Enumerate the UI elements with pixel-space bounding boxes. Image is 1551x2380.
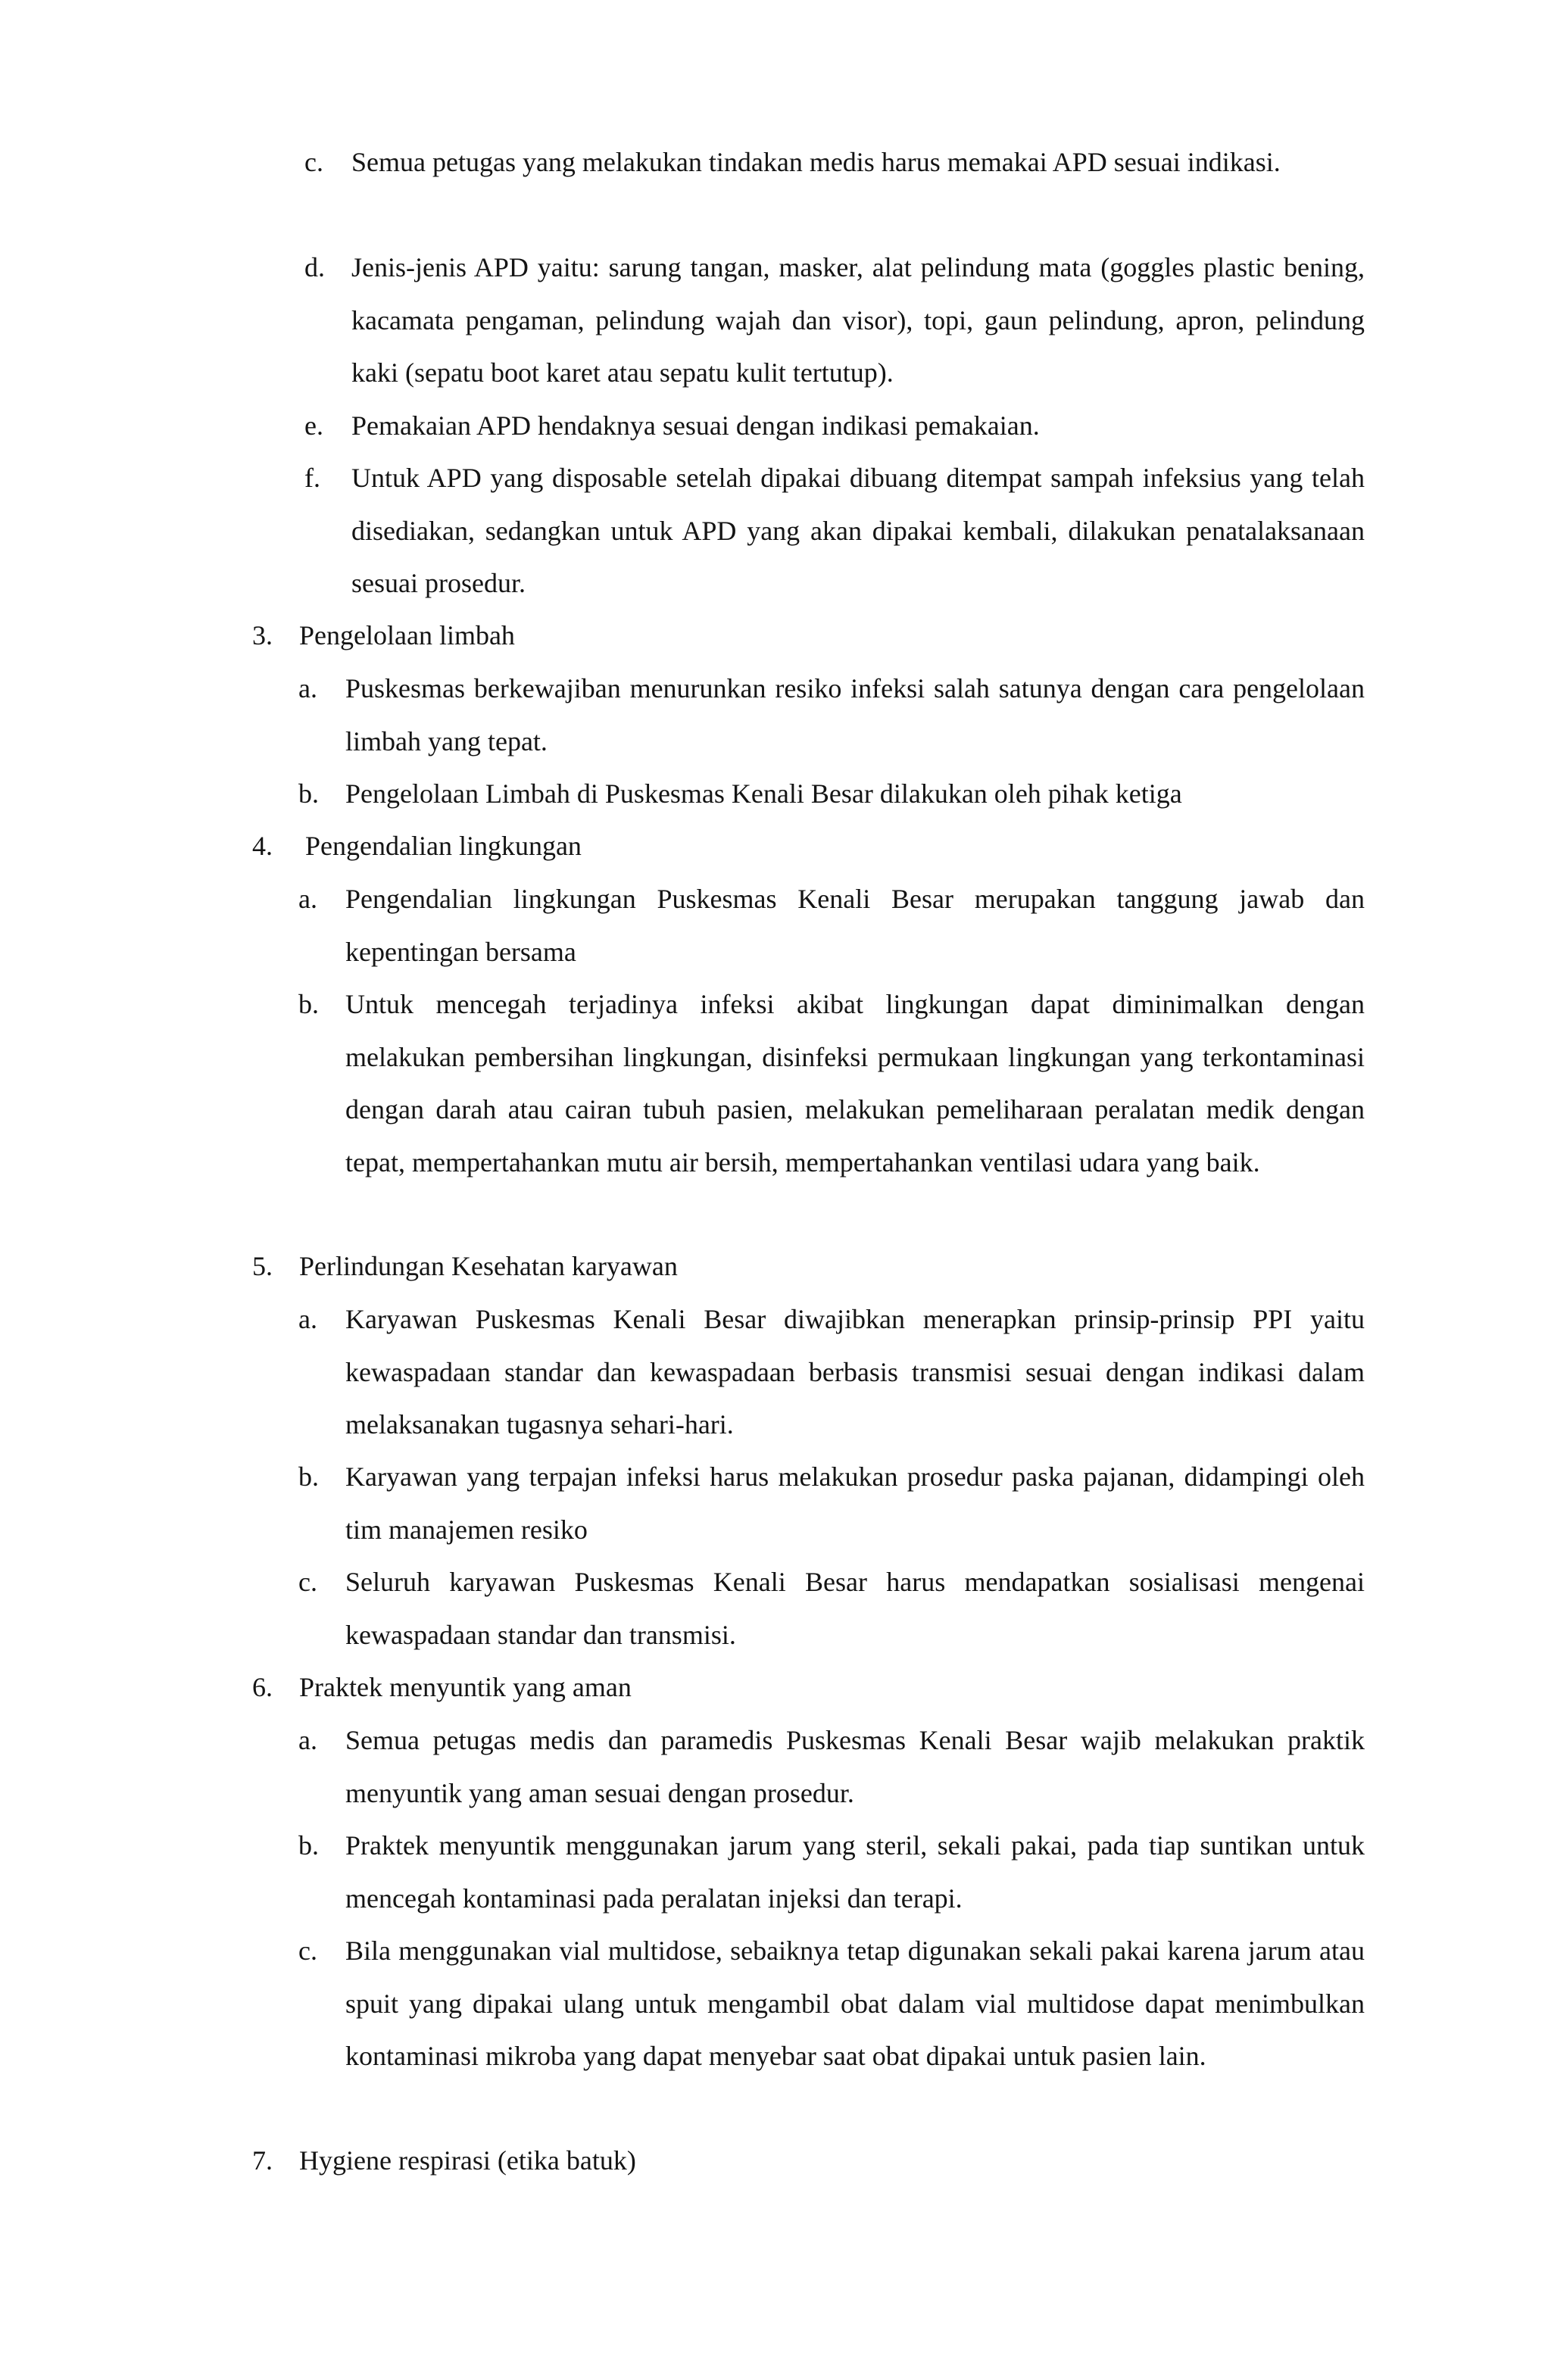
list-label: a.: [298, 1725, 317, 1755]
section-heading-3: [252, 610, 1365, 663]
list-item-6a: [298, 1714, 1365, 1820]
list-item-text: Pengelolaan Limbah di Puskesmas Kenali Besar dilakukan oleh pihak ketiga: [345, 778, 1182, 809]
section-number: 6.: [252, 1672, 273, 1702]
list-item-text: Untuk APD yang disposable setelah dipakai dibuang ditempat sampah infeksius yang telah disediakan, sedangkan untuk APD yang akan dipakai kembali, dilakukan penatalaksanaan sesuai prosedur.: [351, 463, 1365, 598]
list-item-3a: [298, 663, 1365, 768]
list-item-text: Jenis-jenis APD yaitu: sarung tangan, masker, alat pelindung mata (goggles plastic bening, kacamata pengaman, pelindung wajah dan visor), topi, gaun pelindung, apron, pelindung kaki (sepatu boot karet atau sepatu kulit tertutup).: [351, 252, 1365, 388]
list-label: b.: [298, 989, 319, 1019]
list-item-text: Bila menggunakan vial multidose, sebaiknya tetap digunakan sekali pakai karena jarum atau spuit yang dipakai ulang untuk mengambil obat dalam vial multidose dapat menimbulkan kontaminasi mikroba yang dapat menyebar saat obat dipakai untuk pasien lain.: [345, 1936, 1365, 2071]
list-item-text: Seluruh karyawan Puskesmas Kenali Besar harus mendapatkan sosialisasi mengenai kewaspadaan standar dan transmisi.: [345, 1567, 1365, 1650]
list-item-text: Semua petugas medis dan paramedis Puskesmas Kenali Besar wajib melakukan praktik menyuntik yang aman sesuai dengan prosedur.: [345, 1725, 1365, 1808]
list-item-text: Untuk mencegah terjadinya infeksi akibat lingkungan dapat diminimalkan dengan melakukan pembersihan lingkungan, disinfeksi permukaan lingkungan yang terkontaminasi dengan darah atau cairan tubuh pasien, melakukan pemeliharaan peralatan medik dengan tepat, mempertahankan mutu air bersih, mempertahankan ventilasi udara yang baik.: [345, 989, 1365, 1178]
list-label: b.: [298, 1461, 319, 1492]
list-item-6b: [298, 1820, 1365, 1925]
list-label: a.: [298, 884, 317, 914]
list-label: e.: [304, 410, 323, 441]
list-item-5a: [298, 1293, 1365, 1452]
list-item-d: [304, 242, 1365, 400]
list-item-text: Pengendalian lingkungan Puskesmas Kenali Besar merupakan tanggung jawab dan kepentingan bersama: [345, 884, 1365, 967]
list-item-text: Praktek menyuntik menggunakan jarum yang steril, sekali pakai, pada tiap suntikan untuk mencegah kontaminasi pada peralatan injeksi dan terapi.: [345, 1830, 1365, 1914]
list-label: c.: [298, 1567, 317, 1597]
list-item-text: Karyawan yang terpajan infeksi harus melakukan prosedur paska pajanan, didampingi oleh tim manajemen resiko: [345, 1461, 1365, 1545]
list-label: b.: [298, 1830, 319, 1861]
list-item-text: Semua petugas yang melakukan tindakan medis harus memakai APD sesuai indikasi.: [351, 147, 1281, 177]
section-title: Pengendalian lingkungan: [305, 831, 582, 861]
list-label: c.: [298, 1936, 317, 1966]
section-number: 7.: [252, 2145, 273, 2176]
list-item-6c: [298, 1925, 1365, 2083]
list-label: d.: [304, 252, 325, 282]
list-label: c.: [304, 147, 323, 177]
section-heading-4: [252, 820, 1365, 873]
list-item-text: Puskesmas berkewajiban menurunkan resiko infeksi salah satunya dengan cara pengelolaan limbah yang tepat.: [345, 673, 1365, 756]
list-label: a.: [298, 1304, 317, 1334]
section-heading-5: [252, 1240, 1365, 1293]
list-item-5b: [298, 1451, 1365, 1556]
section-heading-6: [252, 1661, 1365, 1714]
list-label: f.: [304, 463, 320, 493]
list-label: b.: [298, 778, 319, 809]
section-title: Hygiene respirasi (etika batuk): [299, 2145, 636, 2176]
section-title: Praktek menyuntik yang aman: [299, 1672, 632, 1702]
section-number: 4.: [252, 831, 273, 861]
section-number: 3.: [252, 620, 273, 650]
list-item-text: Pemakaian APD hendaknya sesuai dengan indikasi pemakaian.: [351, 410, 1040, 441]
section-title: Perlindungan Kesehatan karyawan: [299, 1251, 678, 1281]
list-item-f: [304, 452, 1365, 610]
list-item-c: [304, 136, 1365, 189]
list-label: a.: [298, 673, 317, 703]
section-number: 5.: [252, 1251, 273, 1281]
section-heading-7: [252, 2135, 1365, 2188]
list-item-4b: [298, 978, 1365, 1189]
section-title: Pengelolaan limbah: [299, 620, 515, 650]
list-item-5c: [298, 1556, 1365, 1661]
list-item-4a: [298, 873, 1365, 978]
list-item-text: Karyawan Puskesmas Kenali Besar diwajibkan menerapkan prinsip-prinsip PPI yaitu kewaspadaan standar dan kewaspadaan berbasis transmisi sesuai dengan indikasi dalam melaksanakan tugasnya sehari-hari.: [345, 1304, 1365, 1440]
list-item-e: [304, 400, 1365, 453]
list-item-3b: [298, 768, 1365, 821]
